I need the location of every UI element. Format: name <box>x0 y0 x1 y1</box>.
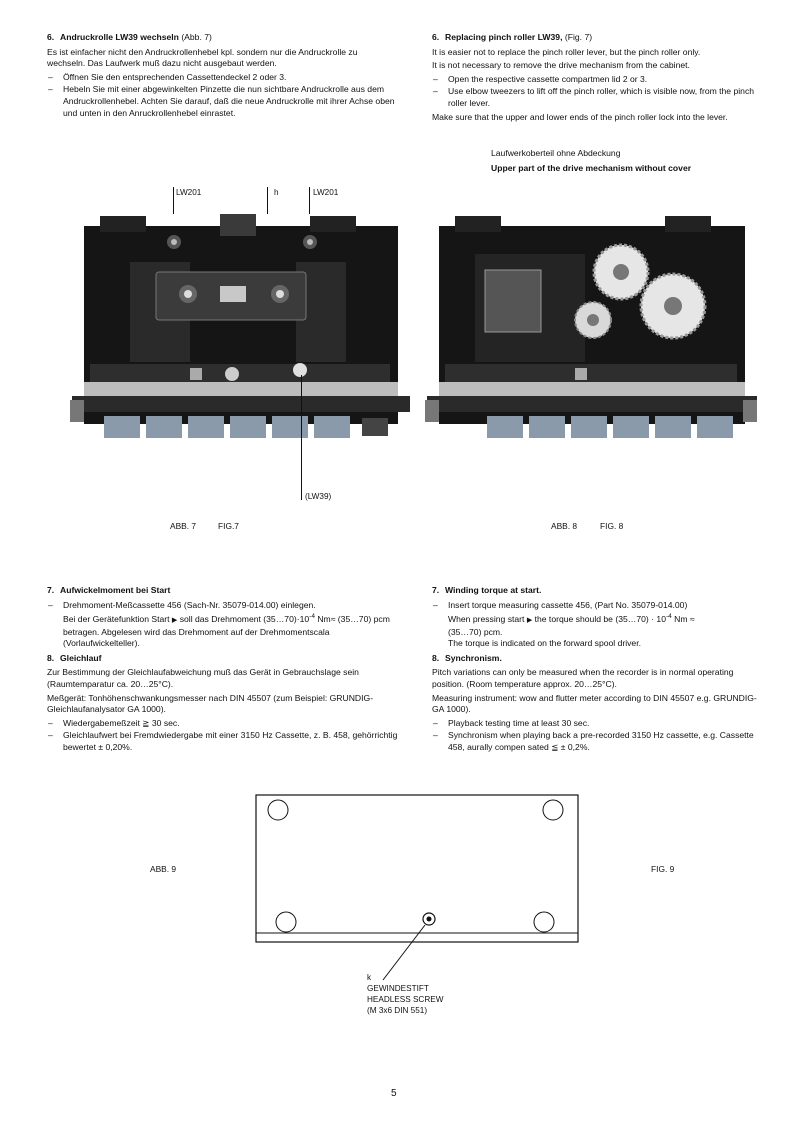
section-6-de-heading: 6. Andruckrolle LW39 wechseln (Abb. 7) <box>47 32 212 42</box>
photo-caption-en: Upper part of the drive mechanism without cover <box>491 163 692 173</box>
callout-de: GEWINDESTIFT <box>367 984 429 993</box>
list-item: – Open the respective cassette compartmen lid 2 or 3. <box>432 74 758 86</box>
headless-screw-center <box>427 917 432 922</box>
list-item: – Hebeln Sie mit einer abgewinkelten Pinzette die nun sichtbare Andruckrolle aus dem Andruckrollenhebel. Achten Sie darauf, daß die neue Andruckrolle mit ihrer Achse oben und unten in den Anruckrollenhebel einrastet. <box>47 84 398 119</box>
figure-9-drawing <box>250 790 584 990</box>
drive-mechanism-photo-7 <box>70 214 416 458</box>
callout-h: h <box>274 188 279 197</box>
list-item: – Insert torque measuring cassette 456, (Part No. 35079-014.00) When pressing start ▶ the torque should be (35…70) · $10^{-4}$ Nm ≈ (35…70) pcm. The torque is indicated on the forward spool driver. <box>432 600 758 650</box>
section-6-en-line: It is not necessary to remove the drive mechanism from the cabinet. <box>432 60 690 71</box>
play-arrow-icon: ▶ <box>171 617 178 625</box>
section-8-de-paragraph-2: Meßgerät: Tonhöhenschwankungsmesser nach DIN 45507 (zum Beispiel: GRUNDIG-Gleichlaufanalysator GA 1000). <box>47 692 374 715</box>
figure-9-label-en: FIG. 9 <box>651 864 675 874</box>
section-7-en-list <box>432 600 758 650</box>
figure-8-label-de: ABB. 8 <box>551 521 578 531</box>
section-6-de-list <box>47 72 398 119</box>
list-item: – Use elbow tweezers to lift off the pinch roller, which is visible now, from the pinch roller lever. <box>432 86 758 109</box>
figure-9-callout <box>367 972 443 1016</box>
list-item: – Drehmoment-Meßcassette 456 (Sach-Nr. 35079-014.00) einlegen. Bei der Gerätefunktion Start ▶ soll das Drehmoment $(35\dots 70)\cdot 10^{-4}$ Nm≈ (35…70) pcm betragen. Abgelesen wird das Drehmoment auf der Drehmomentscala (Vorlaufwickelteller). <box>47 600 398 650</box>
list-item: – Wiedergabemeßzeit ≧ 30 sec. <box>47 718 398 730</box>
section-6-de <box>47 32 398 121</box>
section-6-en-list <box>432 74 758 110</box>
section-8-en-paragraph-1: Pitch variations can only be measured when the recorder is in normal operating position. (Room temperature approx. 20…25°C). <box>432 667 734 690</box>
page-number: 5 <box>391 1088 397 1099</box>
base-plate <box>256 795 578 942</box>
figure-7-photo <box>70 214 416 458</box>
section-8-de-paragraph-1: Zur Bestimmung der Gleichlaufabweichung muß das Gerät in Gebrauchslage sein (Raumtemparatur ca. 20…25°C). <box>47 667 359 690</box>
section-6-en-closing: Make sure that the upper and lower ends of the pinch roller lock into the lever. <box>432 111 728 122</box>
section-6-en-line: It is easier not to replace the pinch roller lever, but the pinch roller only. <box>432 46 701 57</box>
callout-line-lw39 <box>301 375 302 500</box>
section-8-de-list <box>47 718 398 754</box>
drive-mechanism-photo-8 <box>425 214 760 458</box>
callout-en: HEADLESS SCREW <box>367 995 444 1004</box>
figure-8-label-en: FIG. 8 <box>600 521 624 531</box>
section-7-de-heading: 7. Aufwickelmoment bei Start <box>47 585 171 595</box>
figure-9-label-de: ABB. 9 <box>150 864 177 874</box>
figure-7-label-de: ABB. 7 <box>170 521 197 531</box>
list-item: – Playback testing time at least 30 sec. <box>432 718 758 730</box>
sections-7-8-en <box>432 585 758 756</box>
callout-lw201-right: LW201 <box>313 188 339 197</box>
callout-spec: (M 3x6 DIN 551) <box>367 1006 428 1015</box>
figure-7-label-en: FIG.7 <box>218 521 239 531</box>
section-6-en-heading: 6. Replacing pinch roller LW39, (Fig. 7) <box>432 32 593 42</box>
callout-letter-k: k <box>367 973 372 982</box>
section-7-en-heading: 7. Winding torque at start. <box>432 585 542 595</box>
list-item: – Öffnen Sie den entsprechenden Cassettendeckel 2 oder 3. <box>47 72 398 84</box>
list-item: – Synchronism when playing back a pre-recorded 3150 Hz cassette, e.g. Cassette 458, aurally compen sated ≦ ± 0,2%. <box>432 730 758 753</box>
section-6-en <box>432 32 758 125</box>
photo-caption-de: Laufwerkoberteil ohne Abdeckung <box>491 148 621 158</box>
play-arrow-icon: ▶ <box>526 617 533 625</box>
figure-8-photo <box>425 214 760 458</box>
section-6-de-paragraph: Es ist einfacher nicht den Andruckrollenhebel kpl. sondern nur die Andruckrolle zu wechseln. Das Laufwerk muß dazu nicht ausgebaut werden. <box>47 46 358 69</box>
section-8-en-paragraph-2: Measuring instrument: wow and flutter meter according to DIN 45507 e.g. GRUNDIG-GA 1000). <box>432 692 757 715</box>
sections-7-8-de <box>47 585 398 756</box>
section-8-en-list <box>432 718 758 754</box>
section-8-de-heading: 8. Gleichlauf <box>47 652 102 663</box>
callout-lw201-left: LW201 <box>176 188 202 197</box>
section-8-en-heading: 8. Synchronism. <box>432 652 502 663</box>
section-7-de-list <box>47 600 398 650</box>
callout-lw39: (LW39) <box>305 492 332 501</box>
list-item: – Gleichlaufwert bei Fremdwiedergabe mit einer 3150 Hz Cassette, z. B. 458, gehörrichtig bewertet ± 0,20%. <box>47 730 398 753</box>
